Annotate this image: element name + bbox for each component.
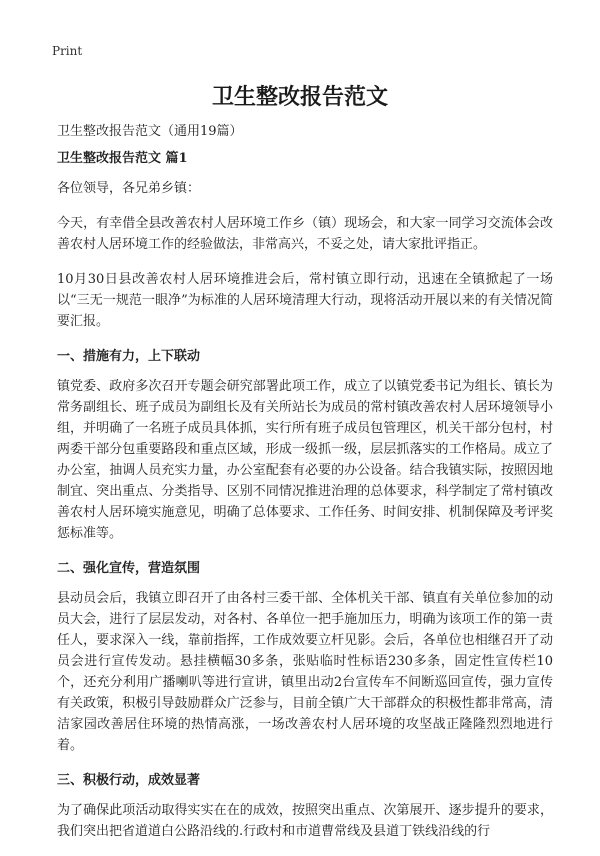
section-1-paragraph: 镇党委、政府多次召开专题会研究部署此项工作，成立了以镇党委书记为组长、镇长为常务副组长、班子成员为副组长及有关所站长为成员的常村镇改善农村人居环境领导小组，并明确了一名班子成员具体抓，实行所有班子成员包管理区，机关干部分包村，村两委干部分包重要路段和重点区域，形成一级抓一级，层层抓落实的工作格局。成立了办公室，抽调人员充实力量，办公室配套有必要的办公设备。结合我镇实际，按照因地制宜、突出重点、分类指导、区别不同情况推进治理的总体要求，科学制定了常村镇改善农村人居环境实施意见，明确了总体要求、工作任务、时间安排、机制保障及考评奖惩标准等。 — [57, 379, 553, 541]
print-label[interactable]: Print — [52, 44, 83, 58]
greeting: 各位领导，各兄弟乡镇： — [57, 181, 201, 196]
document-body — [57, 148, 553, 856]
document-title: 卫生整改报告范文 — [211, 84, 388, 110]
intro-paragraph-1: 今天，有幸借全县改善农村人居环境工作乡（镇）现场会，和大家一同学习交流体会改善农村人居环境工作的经验做法，非常高兴，不妥之处，请大家批评指正。 — [57, 216, 553, 252]
document-subtitle: 卫生整改报告范文（通用19篇） — [57, 124, 243, 139]
intro-paragraph-2: 10月30日县改善农村人居环境推进会后，常村镇立即行动，迅速在全镇掀起了一场以“三无一规范一眼净”为标准的人居环境清理大行动，现将活动开展以来的有关情况简要汇报。 — [57, 272, 553, 329]
section-3-paragraph: 为了确保此项活动取得实实在在的成效，按照突出重点、次第展开、逐步提升的要求，我们突出把省道道白公路沿线的.行政村和市道曹常线及县道丁铁线沿线的行 — [57, 803, 553, 839]
section-heading-1: 一、措施有力，上下联动 — [57, 349, 201, 364]
section-heading-2: 二、强化宣传，营造氛围 — [57, 561, 201, 576]
article-heading: 卫生整改报告范文 篇1 — [57, 151, 188, 166]
section-heading-3: 三、积极行动，成效显著 — [57, 773, 201, 788]
section-2-paragraph: 县动员会后，我镇立即召开了由各村三委干部、全体机关干部、镇直有关单位参加的动员大会，进行了层层发动，对各村、各单位一把手施加压力，明确为该项工作的第一责任人，要求深入一线，靠前指挥，工作成效要立杆见影。会后，各单位也相继召开了动员会进行宣传发动。悬挂横幅30多条，张贴临时性标语230多条，固定性宣传栏10个，还充分利用广播喇叭等进行宣讲，镇里出动2台宣传车不间断巡回宣传，强力宣传有关政策，积极引导鼓励群众广泛参与，目前全镇广大干部群众的积极性都非常高，清洁家园改善居住环境的热情高涨，一场改善农村人居环境的攻坚战正隆隆烈烈地进行着。 — [57, 591, 553, 753]
